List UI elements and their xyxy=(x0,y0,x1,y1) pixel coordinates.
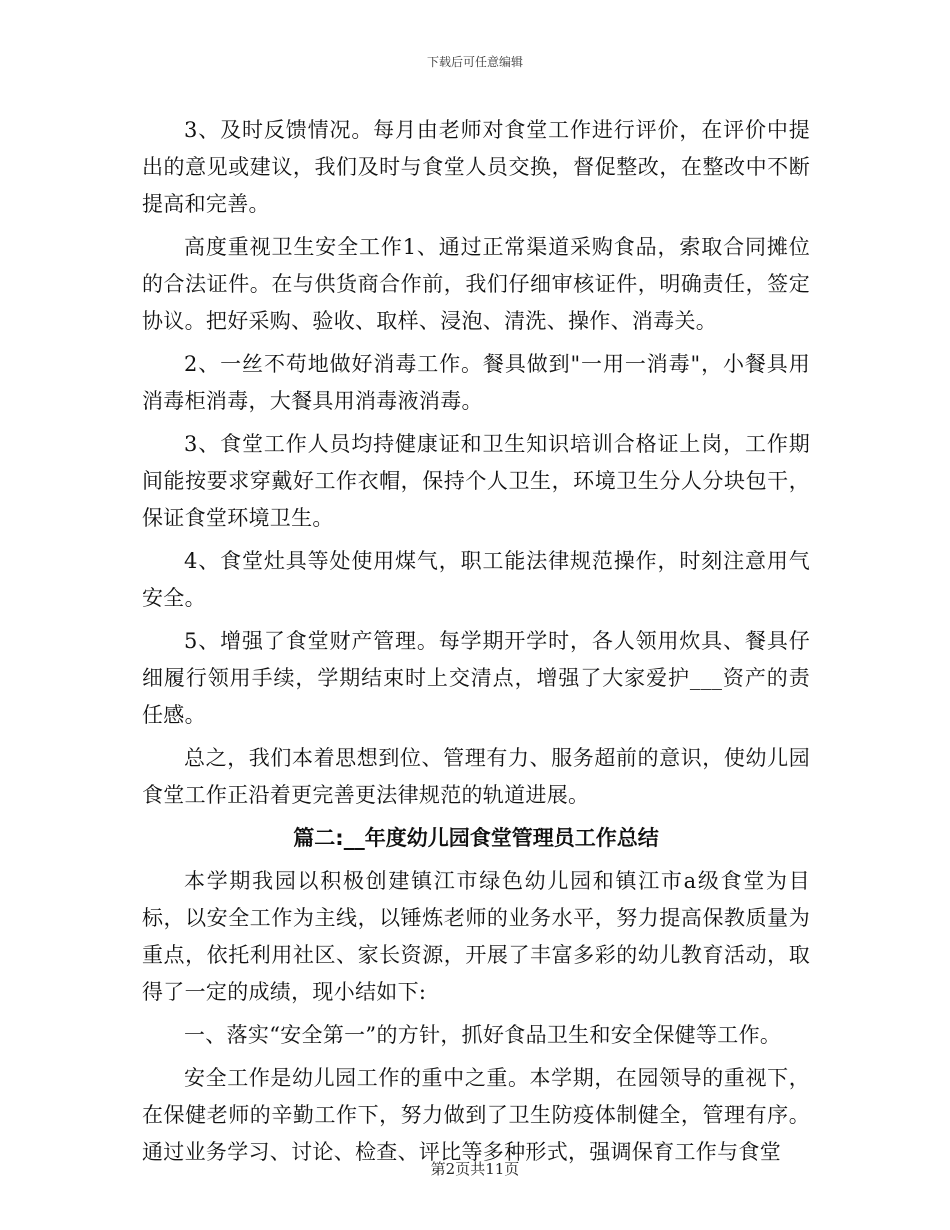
paragraph: 安全工作是幼儿园工作的重中之重。本学期，在园领导的重视下，在保健老师的辛勤工作下，努力做到了卫生防疫体制健全，管理有序。通过业务学习、讨论、检查、评比等多种形式，强调保育工作与食堂 xyxy=(142,1066,810,1164)
paragraph: 5、增强了食堂财产管理。每学期开学时，各人领用炊具、餐具仔细履行领用手续，学期结束时上交清点，增强了大家爱护___资产的责任感。 xyxy=(142,629,810,727)
paragraph: 高度重视卫生安全工作1、通过正常渠道采购食品，索取合同摊位的合法证件。在与供货商合作前，我们仔细审核证件，明确责任，签定协议。把好采购、验收、取样、浸泡、清洗、操作、消毒关。 xyxy=(142,235,810,333)
paragraph: 3、及时反馈情况。每月由老师对食堂工作进行评价，在评价中提出的意见或建议，我们及时与食堂人员交换，督促整改，在整改中不断提高和完善。 xyxy=(142,118,810,216)
paragraph: 总之，我们本着思想到位、管理有力、服务超前的意识，使幼儿园食堂工作正沿着更完善更法律规范的轨道进展。 xyxy=(142,746,810,807)
page-footer: 第2页共11页 xyxy=(430,1160,520,1178)
paragraph: 4、食堂灶具等处使用煤气，职工能法律规范操作，时刻注意用气安全。 xyxy=(142,549,810,610)
document-body xyxy=(142,112,810,1177)
paragraph: 一、落实“安全第一”的方针，抓好食品卫生和安全保健等工作。 xyxy=(184,1023,782,1047)
section-title: 篇二:__年度幼儿园食堂管理员工作总结 xyxy=(293,826,659,850)
paragraph: 本学期我园以积极创建镇江市绿色幼儿园和镇江市a级食堂为目标，以安全工作为主线，以锤炼老师的业务水平，努力提高保教质量为重点，依托利用社区、家长资源，开展了丰富多彩的幼儿教育活动，取得了一定的成绩，现小结如下: xyxy=(142,869,810,1004)
paragraph: 3、食堂工作人员均持健康证和卫生知识培训合格证上岗，工作期间能按要求穿戴好工作衣帽，保持个人卫生，环境卫生分人分块包干，保证食堂环境卫生。 xyxy=(142,432,810,530)
page-header: 下载后可任意编辑 xyxy=(426,55,523,69)
paragraph: 2、一丝不苟地做好消毒工作。餐具做到"一用一消毒"，小餐具用消毒柜消毒，大餐具用消毒液消毒。 xyxy=(142,352,810,413)
